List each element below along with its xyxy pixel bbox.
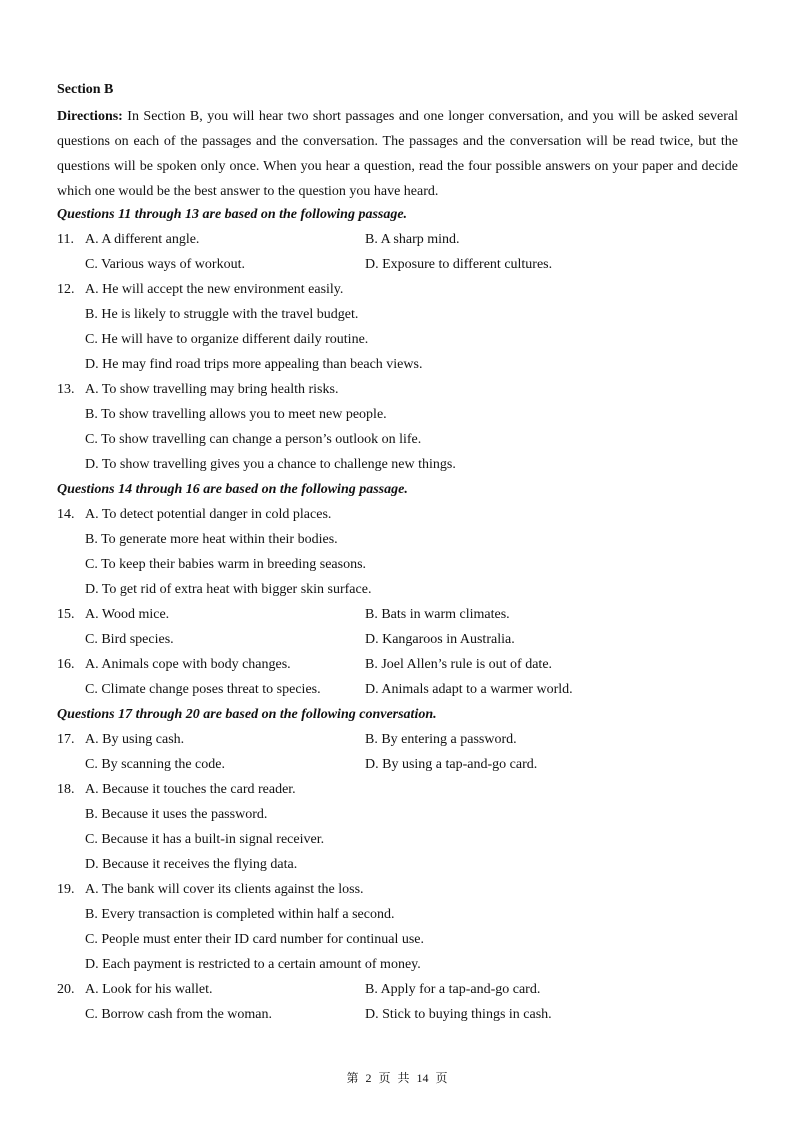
option-16-b: B. Joel Allen’s rule is out of date. bbox=[365, 657, 553, 672]
question-number-19: 19. bbox=[57, 882, 75, 897]
directions-text: In Section B, you will hear two short passages and one longer conversation, and you will be asked several questions on each of the passages and the conversation. The passages and the conversation will be read twice, but the questions will be spoken only once. When you hear a question, read the four possible answers on your paper and decide which one would be the best answer to the question you have heard. bbox=[57, 109, 738, 199]
question-number-17: 17. bbox=[57, 732, 75, 747]
option-13-c: C. To show travelling can change a person’s outlook on life. bbox=[85, 432, 422, 447]
option-13-a: A. To show travelling may bring health risks. bbox=[85, 382, 339, 397]
option-20-d: D. Stick to buying things in cash. bbox=[365, 1007, 552, 1022]
footer-page-number: 2 bbox=[365, 1071, 372, 1085]
question-number-12: 12. bbox=[57, 282, 75, 297]
option-13-b: B. To show travelling allows you to meet new people. bbox=[85, 407, 387, 422]
footer-total-pages: 14 bbox=[416, 1071, 429, 1085]
option-18-d: D. Because it receives the flying data. bbox=[85, 857, 298, 872]
group-heading-17-20: Questions 17 through 20 are based on the following conversation. bbox=[57, 707, 437, 722]
option-16-a: A. Animals cope with body changes. bbox=[85, 657, 291, 672]
option-19-d: D. Each payment is restricted to a certain amount of money. bbox=[85, 957, 421, 972]
option-14-c: C. To keep their babies warm in breeding seasons. bbox=[85, 557, 367, 572]
question-number-15: 15. bbox=[57, 607, 75, 622]
footer-di: 第 bbox=[346, 1071, 359, 1085]
section-title: Section B bbox=[57, 82, 114, 97]
option-13-d: D. To show travelling gives you a chance to challenge new things. bbox=[85, 457, 456, 472]
option-20-a: A. Look for his wallet. bbox=[85, 982, 213, 997]
page-footer bbox=[0, 1069, 794, 1087]
option-11-d: D. Exposure to different cultures. bbox=[365, 257, 553, 272]
option-15-a: A. Wood mice. bbox=[85, 607, 170, 622]
option-18-a: A. Because it touches the card reader. bbox=[85, 782, 296, 797]
footer-ye-end: 页 bbox=[435, 1071, 448, 1085]
directions-paragraph bbox=[57, 104, 738, 204]
option-17-c: C. By scanning the code. bbox=[85, 757, 225, 772]
option-17-a: A. By using cash. bbox=[85, 732, 185, 747]
option-12-b: B. He is likely to struggle with the travel budget. bbox=[85, 307, 359, 322]
option-20-b: B. Apply for a tap-and-go card. bbox=[365, 982, 541, 997]
option-15-c: C. Bird species. bbox=[85, 632, 174, 647]
option-19-a: A. The bank will cover its clients against the loss. bbox=[85, 882, 364, 897]
option-18-b: B. Because it uses the password. bbox=[85, 807, 268, 822]
option-16-d: D. Animals adapt to a warmer world. bbox=[365, 682, 573, 697]
question-number-16: 16. bbox=[57, 657, 75, 672]
question-number-13: 13. bbox=[57, 382, 75, 397]
option-15-b: B. Bats in warm climates. bbox=[365, 607, 510, 622]
question-number-11: 11. bbox=[57, 232, 74, 247]
option-17-d: D. By using a tap-and-go card. bbox=[365, 757, 538, 772]
option-20-c: C. Borrow cash from the woman. bbox=[85, 1007, 273, 1022]
option-16-c: C. Climate change poses threat to species. bbox=[85, 682, 321, 697]
option-12-d: D. He may find road trips more appealing than beach views. bbox=[85, 357, 423, 372]
question-number-18: 18. bbox=[57, 782, 75, 797]
option-17-b: B. By entering a password. bbox=[365, 732, 517, 747]
option-15-d: D. Kangaroos in Australia. bbox=[365, 632, 515, 647]
option-12-c: C. He will have to organize different daily routine. bbox=[85, 332, 369, 347]
option-19-c: C. People must enter their ID card number for continual use. bbox=[85, 932, 425, 947]
question-number-20: 20. bbox=[57, 982, 75, 997]
question-number-14: 14. bbox=[57, 507, 75, 522]
option-19-b: B. Every transaction is completed within half a second. bbox=[85, 907, 395, 922]
group-heading-11-13: Questions 11 through 13 are based on the following passage. bbox=[57, 207, 408, 222]
directions-label: Directions: bbox=[57, 109, 123, 124]
footer-ye: 页 bbox=[378, 1071, 391, 1085]
group-heading-14-16: Questions 14 through 16 are based on the following passage. bbox=[57, 482, 408, 497]
option-14-b: B. To generate more heat within their bodies. bbox=[85, 532, 338, 547]
option-14-d: D. To get rid of extra heat with bigger skin surface. bbox=[85, 582, 372, 597]
footer-gong: 共 bbox=[397, 1071, 410, 1085]
option-11-a: A. A different angle. bbox=[85, 232, 200, 247]
option-11-b: B. A sharp mind. bbox=[365, 232, 460, 247]
option-11-c: C. Various ways of workout. bbox=[85, 257, 245, 272]
option-12-a: A. He will accept the new environment easily. bbox=[85, 282, 344, 297]
option-18-c: C. Because it has a built-in signal receiver. bbox=[85, 832, 325, 847]
option-14-a: A. To detect potential danger in cold places. bbox=[85, 507, 332, 522]
